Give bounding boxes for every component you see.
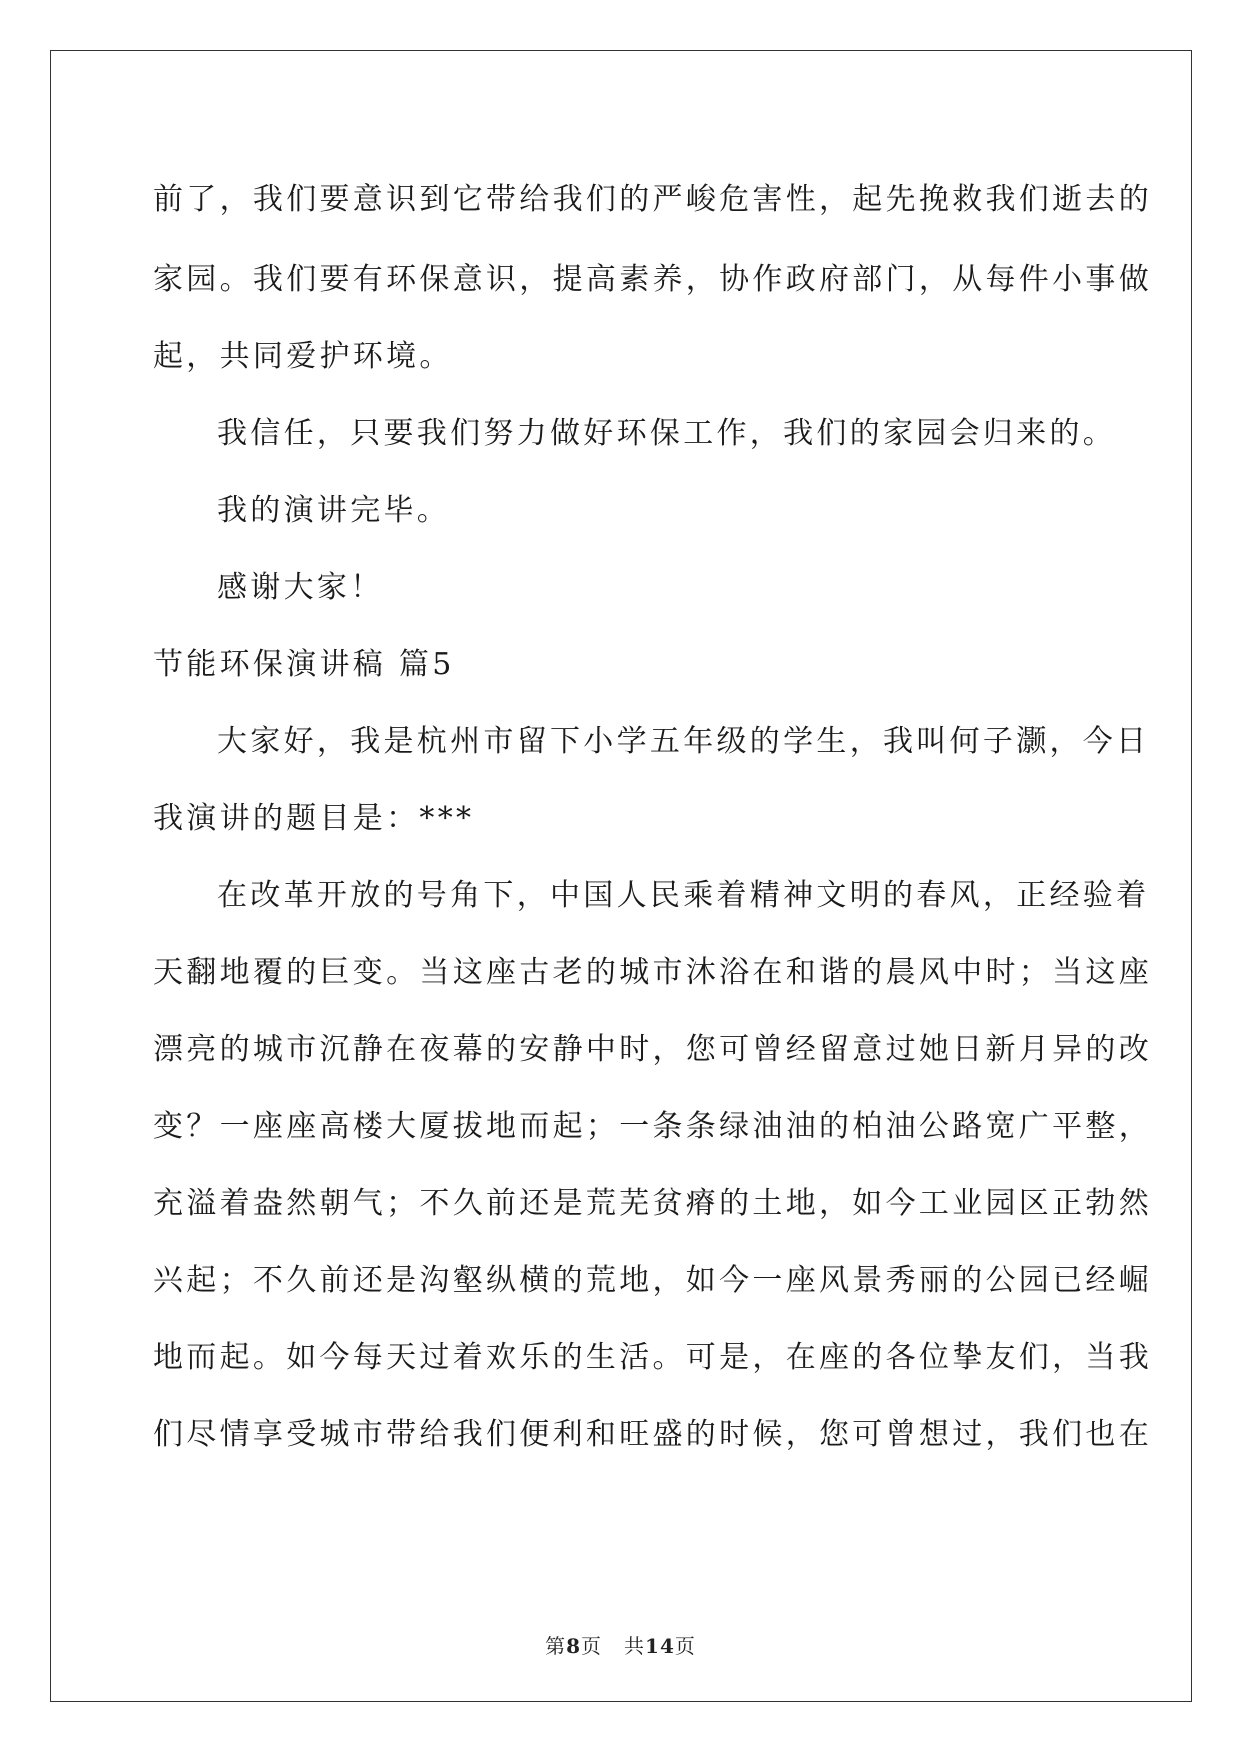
paragraph-line: 感谢大家！ <box>217 570 384 605</box>
page-suffix: 页 <box>581 1634 603 1658</box>
total-pages: 14 <box>645 1634 675 1658</box>
page-footer <box>0 1630 1241 1659</box>
page-prefix: 第 <box>545 1634 567 1658</box>
paragraph-line: 兴起；不久前还是沟壑纵横的荒地，如今一座风景秀丽的公园已经崛 <box>153 1263 1152 1298</box>
paragraph-line: 变？一座座高楼大厦拔地而起；一条条绿油油的柏油公路宽广平整， <box>153 1109 1152 1144</box>
page-number: 8 <box>566 1634 582 1658</box>
document-body <box>153 158 1152 1473</box>
total-suffix: 页 <box>674 1634 696 1658</box>
paragraph-line: 家园。我们要有环保意识，提高素养，协作政府部门，从每件小事做 <box>153 262 1152 297</box>
section-heading: 节能环保演讲稿 篇5 <box>153 647 455 682</box>
paragraph-line: 我的演讲完毕。 <box>217 493 451 528</box>
total-prefix: 共 <box>624 1634 646 1658</box>
paragraph-line: 天翻地覆的巨变。当这座古老的城市沐浴在和谐的晨风中时；当这座 <box>153 955 1152 990</box>
paragraph-line: 前了，我们要意识到它带给我们的严峻危害性，起先挽救我们逝去的 <box>153 182 1152 217</box>
paragraph-line: 充溢着盎然朝气；不久前还是荒芜贫瘠的土地，如今工业园区正勃然 <box>153 1186 1152 1221</box>
paragraph-line: 我信任，只要我们努力做好环保工作，我们的家园会归来的。 <box>217 416 1117 451</box>
paragraph-line: 们尽情享受城市带给我们便利和旺盛的时候，您可曾想过，我们也在 <box>153 1417 1152 1452</box>
paragraph-line: 我演讲的题目是：*** <box>153 801 475 836</box>
paragraph-line: 在改革开放的号角下，中国人民乘着精神文明的春风，正经验着 <box>217 878 1150 913</box>
paragraph-line: 起，共同爱护环境。 <box>153 339 453 374</box>
paragraph-line: 漂亮的城市沉静在夜幕的安静中时，您可曾经留意过她日新月异的改 <box>153 1032 1152 1067</box>
paragraph-line: 地而起。如今每天过着欢乐的生活。可是，在座的各位挚友们，当我 <box>153 1340 1152 1375</box>
paragraph-line: 大家好，我是杭州市留下小学五年级的学生，我叫何子灏，今日 <box>217 724 1150 759</box>
